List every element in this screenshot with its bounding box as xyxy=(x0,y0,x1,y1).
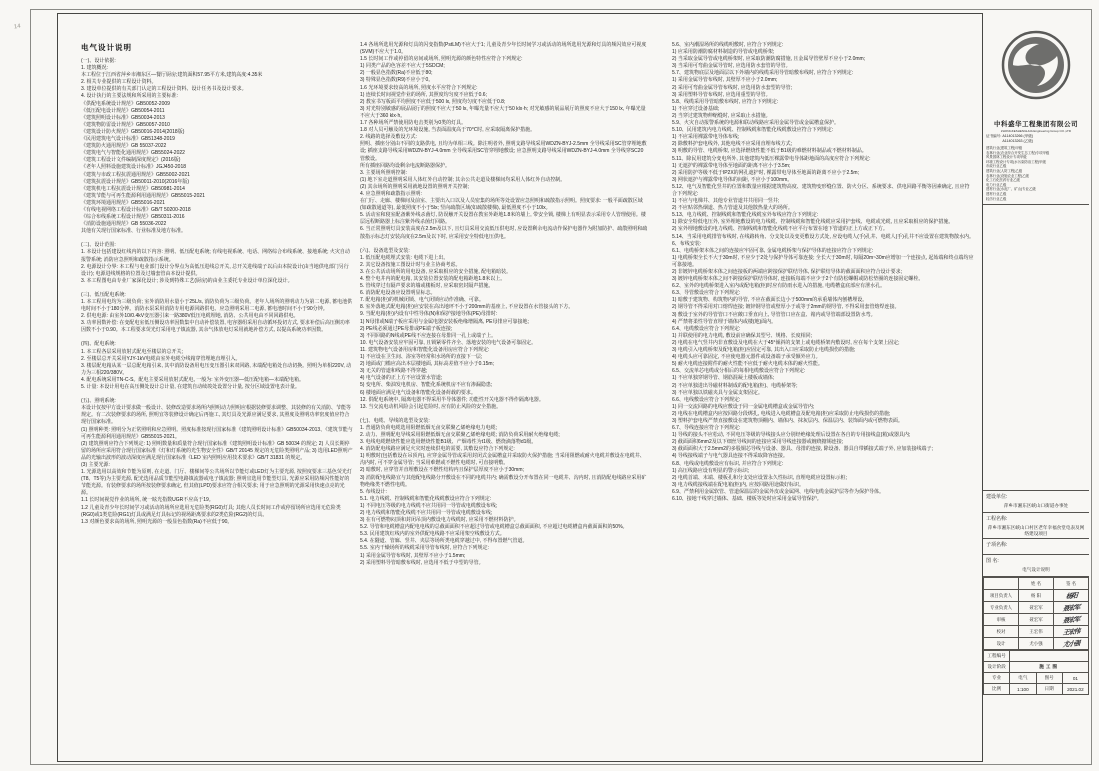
spec-text-line: 5.3. 民用建筑红线内的室外供配电线路不应采用架空线敷设方式。 xyxy=(360,531,505,538)
spec-text-line: 5. 计量: 本设计用电在高压侧处设计总计量, 在建筑自动续竣处设置分计量, 按分区域设置电表计量。 xyxy=(81,384,300,391)
spec-text-line: 3) 当采用可弯曲金属导管时, 应选用防水套管的导管。 xyxy=(672,63,791,70)
spec-text-line: 1) 并联使用的电力电缆, 敷设前应确保其型号、规格、长度相同; xyxy=(672,332,813,339)
spec-text-line: 9. 当配电箱(柜)内设有中性导体(N)和保护接地导体(PE)母排时: xyxy=(360,311,498,318)
spec-text-line xyxy=(81,334,353,341)
drawing-title-value: 电气设计说明 xyxy=(1022,567,1050,573)
spec-text-line xyxy=(360,241,648,248)
scale-value: 1:100 xyxy=(1010,684,1036,695)
spec-text-line: 1) 除安全特低电压外, 室外埋地敷设的电力线缆、控制线缆和智能化线缆应采用护套线、电缆或光缆, 且应采取相应的保护措施。 xyxy=(672,219,954,226)
spec-text-line: 12. 供配电系统中, 隔离电器不得采用半导体器件; 功能性开关电器不得作隔离电器。 xyxy=(360,396,544,403)
spec-text-line: (二)、设计范围: xyxy=(81,242,116,249)
spec-text-line: 1) 采用金属导管布线时, 其壁厚不应小于2.0mm; xyxy=(672,77,778,84)
spec-text-line: 《低压配电设计规范》GB50054-2011 xyxy=(81,107,165,114)
spec-text-line: 1) 应采用防潮防腐材料制造的导管或电缆桥架; xyxy=(672,49,775,56)
qualification-item: 建材行业(水泥厂、矿山)专业乙级 xyxy=(986,187,1036,192)
spec-text-line: 1. 光源选用以高效和节能为原则, 在走道、门厅、楼梯间等公共场所以节能灯或LED灯为主要光源, 按照度要求三基色荧光灯(T8、T5等)为主要光源, 配光选用品质节能型电路镇流器或电子镇流器; 照明宜选用节能型灯具, 光源应采用防频闪性能好的节能光源。有装修要求的场所按装修要求确定, 但其值(LPD)要求应符合相关要求; 用于应急照明的光源采用快速点亮的光源。 xyxy=(81,469,352,497)
spec-text-line: 6.1、电缆桥架本体之间的连接应牢固可靠, 金属电缆桥架与保护导体的连接应符合下列规定: xyxy=(672,247,874,254)
spec-text-line: 1) 连续长时间视觉作业的场所, 其照度均匀度不应低于0.6; xyxy=(360,91,487,98)
spec-text-line: (七)、电缆、导线的选型及安装: xyxy=(360,417,430,424)
spec-text-line: 3) 电缆引入电缆桥架及配电箱(柜)应固定可靠, 其出入口应采取防止电缆损伤的措施; xyxy=(672,347,856,354)
date-label: 日期 xyxy=(1036,684,1062,695)
cert-no-1: A114013266 (甲级) xyxy=(1002,134,1034,138)
spec-text-line xyxy=(81,391,353,398)
spec-text-line: (2) 建筑照明应符合下列规定: 1) 照明数量和质量符合现行国家标准《建筑照明设计标准》GB 50034 的规定; 2) 人员长期停留的场所应采用符合现行国家标准《灯和灯系统的光生物安全性》GB/T 20145 规定的无危险类照明产品; 3) 选用LED照明产品的光输出波形的波动深度应满足现行国家标准《LED 室内照明应用技术要求》GB/T 31831 的规定。 xyxy=(81,440,353,461)
spec-text-line: (1) 照明种类: 照明分为正常照明和应急照明。照度标准按现行国家标准《建筑照明设计标准》GB50034-2013、《建筑节能与可再生能源利用通用规范》GB55015-2021。 xyxy=(81,426,353,440)
qualification-item: 轻纺行业乙级 xyxy=(986,196,1007,201)
company-name: 中科盛华工程集团有限公司 xyxy=(994,121,1078,128)
qualification-item: 农林行业(农业综合开发生态工程)专项甲级 xyxy=(986,150,1050,155)
spec-text-line: 《建筑节能与可再生能源利用通用规范》GB55015-2021 xyxy=(81,192,205,199)
spec-text-line: 1) 不应设在卫生间、浴室等经常积水场所的直接下一层; xyxy=(360,354,483,361)
spec-text-line: 1) 不应采用裸露带电导体布线; xyxy=(672,134,740,141)
spec-text-line: (2) 其余场所的照明采用就地设置的照明开关控制; xyxy=(360,183,469,190)
spec-text-line: 在门厅、走廊、楼梯间及前室、主要出入口以及人员密集的场所等处设置应急照明和疏散指示照明。照度要求: 一般平面疏散区域(如疏散通道等), 最低照度不小于5lx; 竖向疏散区域(如疏散楼梯), 最低照度不小于10lx。 xyxy=(360,198,643,212)
spec-text-line: 《建筑电气与智能化通用规范》GB55024-2022 xyxy=(81,150,185,157)
spec-text-line: 1.2 儿童及青少年长时间学习或活动的场所应选用无危险类(RG0)灯具; 其他人员长时间工作或停留场所应选用无危险类(RG0)或1类危险(RG1)灯具或满足灯具标记的视场距离要求的2类危险(RG2)的灯具。 xyxy=(81,504,341,518)
spec-text-line: (一)、设计依据: xyxy=(81,58,116,64)
qualification-item: 建筑行业(人防工程)乙级 xyxy=(986,168,1023,173)
qualification-item: 农林行业(设施农业工程)乙级 xyxy=(986,173,1029,178)
spec-text-line: 6. 消防配电设备应设置明显标志。 xyxy=(360,290,436,297)
spec-text-line: 其他有关现行国家标准、行业标准及地方标准。 xyxy=(81,228,187,235)
spec-text-line: 2) 电缆首端、末端、楼板孔和分支处应设置永久性标识, 直埋电缆应设置标示桩; xyxy=(672,474,848,481)
spec-text-line: 4. 配电系统采用TN-C-S。配电主要采用放射式配电, 一般为: 室外变压器—低压配电箱—末端配电箱。 xyxy=(81,376,305,383)
spec-text-line: 2) 采用防护等级不低于IP2X的网孔遮护时, 裸露带电导体至地面的距离不应小于2.5m; xyxy=(672,169,859,176)
sign-role: 审核 xyxy=(984,614,1019,626)
cert-label: 证书编号: xyxy=(986,134,1002,138)
spec-text-line: 3) 电力线缆接线端在配电箱(柜)内, 应按回路用途做好标识。 xyxy=(672,481,804,488)
spec-text-line: 5.2. 导管和电缆槽盒内配电电线的总截面面积不应超过导管或电缆槽盒总截面面积, 不应超过电缆槽盒内截面面积的50%。 xyxy=(360,524,628,531)
spec-text-line: 《综合布线系统工程设计规范》GB50311-2016 xyxy=(81,214,185,221)
spec-text-line: 1) 不应与电梯井、其他专业管道井共用同一竖井; xyxy=(672,198,780,205)
spec-text-line xyxy=(360,411,648,418)
spec-text-line: 5.14、当采用电缆排管布线时, 在线路转角、分支处以及变更敷设方式处, 应设电缆人(手)孔井、电缆人(手)孔井不应设置在建筑物散水内。 xyxy=(672,233,974,240)
spec-text-line: 2) 教室书写板面平均照度不应低于500 lx, 照度均匀度不应低于0.8; xyxy=(360,98,506,105)
spec-text-line: 2) 当穿过建筑物伸缩缝时, 应采取止水措施。 xyxy=(672,112,771,119)
qualification-item: 化工石化医药行业乙级 xyxy=(986,178,1020,183)
spec-text-line: 照明、插座分别由不同的支路供电, 且均为单相三线。除注明者外, 照明支路导线采用WDZN-BYJ-2.5mm 全导线采用SC管穿埋地敷设; 插座支路导线采用WDZN-BYJ-4.0mm 全导线采用SC管穿埋地敷设; 应急照明支路导线采用WDZN-BYJ-4.0mm 全导线穿SC20管敷设。 xyxy=(360,141,647,162)
spec-text-line: 8. 室外落地式配电箱(柜)应安装在高出地坪不小于200mm的基座上, 不应设置在水管接头的下方。 xyxy=(360,304,574,311)
spec-text-line: 2) 不应贴邻热烟道、热力管道及其他散热量大的场所。 xyxy=(672,205,793,212)
spec-text-line: 11. 建筑物电气设备用房和智能化设备用房应符合下列规定: xyxy=(360,346,490,353)
spec-text-line: 3. 主要场所照明控制: xyxy=(360,169,407,176)
company-swirl-logo-icon xyxy=(999,28,1073,102)
spec-text-line: 本工程位于江西省萍乡市湘东区—餐厅厨房;建筑面积57.95平方米,建筑高度:4.35米 xyxy=(81,72,263,79)
title-block-bottom-table xyxy=(983,650,1089,695)
spec-text-line: 3. 功率因数补偿: 在变配电室低压侧设功率因数集中自动补偿装置, 电容器组采用自动循环投切方式, 要求补偿后高压侧功率因数不小于0.90。本工程要求荧光灯采用电子镇流器, 其余气体放电灯采用就地补偿方式, 以提高系统功率因数。 xyxy=(81,320,350,334)
date-value: 2021.02 xyxy=(1062,684,1088,695)
spec-text-line: 《消防设施通用规范》GB 55036-2022 xyxy=(81,221,167,228)
spec-text-line: (3) 主要光源: xyxy=(81,461,110,468)
owner-label: 建设单位: xyxy=(986,494,1008,501)
sheet-margin-mark: 14 xyxy=(13,23,22,31)
sign-corner-cell xyxy=(984,578,1019,590)
spec-text-line: 5.1. 电力线缆、控制线缆和智能化线缆敷设应符合下列规定: xyxy=(360,495,492,502)
spec-text-line: 2. 供电电源: 由室外10/0.4kV变压器引来一路380V低压电缆埋地, 消防、公共用电由不同回路供电。 xyxy=(81,313,299,320)
spec-text-line: 1. 本工程各层采用放射式配电至楼层的总开关; xyxy=(81,348,183,355)
sign-role: 专业负责人 xyxy=(984,602,1019,614)
spec-text-line: 6.8、电线或电缆敷设应有标识, 并应符合下列规定: xyxy=(672,460,784,467)
spec-column-2 xyxy=(360,42,648,567)
field-project-name xyxy=(983,513,1089,539)
spec-text-line: 5.10、民用建筑内电力线缆、控制线缆和智能化线缆敷设应符合下列规定: xyxy=(672,127,834,134)
spec-text-line: 《供配电系统设计规范》GB50052-2009 xyxy=(81,100,170,107)
cert-no-2: A114013263 (乙级) xyxy=(1002,139,1034,143)
spec-text-line: 2) 不应单独进出导磁材料制成的配电箱(柜)、电缆桥架等; xyxy=(672,382,798,389)
signature-scribble: 尤小强 xyxy=(1062,639,1080,650)
spec-text-line: 2) 截面面积6mm2及以下细丝导线间的连接应采用导线连接器或缠绕搪锡连接; xyxy=(672,439,844,446)
spec-text-line: 4. 设计执行的主要法规和所采用的主要标准: xyxy=(81,93,178,100)
spec-text-line: 6.9、严禁利用金属软管、管道保温层的金属外皮或金属网、电线电缆金属护层等作为保护导体。 xyxy=(672,488,884,495)
sign-signature-cell xyxy=(1054,614,1089,626)
spec-text-line: 4) 严禁将柔性导管直埋于墙体内或楼(地)面内。 xyxy=(672,318,777,325)
spec-text-line: 5. 管线穿过有隔声要求的墙或楼板时, 应采取密封隔声措施。 xyxy=(360,283,494,290)
major-label: 专业 xyxy=(984,673,1010,684)
spec-text-line: 1) 同类产品的色容差不应大于5SDCM; xyxy=(360,63,445,70)
sign-signature-cell xyxy=(1054,602,1089,614)
sheet-no-value: 01 xyxy=(1062,673,1088,684)
spec-text-line: 4. 消防配电线路应满足火灾时连续供电的需要, 其敷设应符合下列规定: xyxy=(360,446,515,453)
spec-text-line: 1.6 光环境要求较高的场所, 照度水平应符合下列规定: xyxy=(360,84,478,91)
field-drawing-title xyxy=(983,555,1089,577)
sign-name: 聂宏军 xyxy=(1019,602,1054,614)
spec-text-line: 4) 电气设备的正上方不应设置水管道; xyxy=(360,375,443,382)
spec-text-line: 1. 本设计包括建设红线内的以下内容: 照明、低压配电系统; 有线电视系统、电话、网络综合布线系统、接地系统; 火灾自动报警系统; 消防应急照明和疏散指示系统。 xyxy=(81,249,350,263)
spec-text-line: 3) 在有可燃物闷顶和封闭吊顶内敷设电力线缆时, 应采用不燃材料防护。 xyxy=(360,517,519,524)
spec-text-line: 4) 导线接线端子与电气器具连接不得采取降容连接。 xyxy=(672,453,788,460)
spec-text-line: 6.3、导管敷设应符合下列规定: xyxy=(672,290,741,297)
qualification-item: 风景园林工程设计专项甲级 xyxy=(986,155,1027,160)
sign-signature-cell xyxy=(1054,590,1089,602)
signature-scribble: 杨阳 xyxy=(1065,591,1077,601)
spec-text-line: 5.8、线缆采用导管暗敷布线时, 应符合下列规定: xyxy=(672,98,779,105)
spec-text-line xyxy=(81,235,353,242)
page-title: 电气设计说明 xyxy=(81,43,132,52)
spec-text-line: 1.3 对颜色要求高的场所, 照明光源的一般显色指数(Ra)不应低于90。 xyxy=(81,518,233,525)
qualification-item: 电力行业乙级 xyxy=(986,182,1007,187)
spec-text-line: 5) 变电所、柴油发电机房、智能化系统机房不应有渗漏隐患; xyxy=(360,382,493,389)
spec-text-line: 《建筑工程设计文件编制深度规定》(2016版) xyxy=(81,157,181,164)
spec-text-line: 3) 不应单独以铁磁夹具与金属支架固定。 xyxy=(672,389,763,396)
signature-scribble: 王宏伟 xyxy=(1062,627,1080,638)
drawing-title-label: 图 名: xyxy=(986,558,999,565)
spec-text-line: (五)、照明系统: xyxy=(81,398,116,405)
spec-text-line: 《民用建筑电气设计标准》GB51348-2019 xyxy=(81,136,175,143)
spec-text-line: 3) 对光特别敏感的展品展厅的照度不应大于50 lx, 年曝光量不应大于50 klx·h; 对光敏感的展品展厅的照度不应大于150 lx, 年曝光量不应大于360 klx·h。 xyxy=(360,105,646,119)
sign-signature-cell xyxy=(1054,638,1089,650)
spec-text-line: 6) 楼地面应满足电气设备和智能化设备荷载的要求。 xyxy=(360,389,476,396)
spec-text-line: 3. 在公共活动场所的用电设备, 应采取相应的安全措施, 配电箱暗装。 xyxy=(360,268,512,275)
spec-text-line: 1.1 长时间视觉作业的场所, 统一眩光指数UGR不应高于19。 xyxy=(81,497,214,504)
spec-text-line: 2. 动力、照明配电导线采用阻燃低烟无卤交联聚乙烯绝缘电缆; 消防负荷采用耐火绝缘电缆; xyxy=(360,431,560,438)
spec-text-line: 3) 塑料护套电线严禁直接敷设在建筑物顶棚内、墙体内、抹灰层内、保温层内、装饰面内或可燃物表面。 xyxy=(672,417,903,424)
spec-text-line: 5.9、火灾自动报警系统的电源和联动线路应采用金属导管或金属槽盒保护。 xyxy=(672,120,839,127)
spec-text-line: 本设计仅按甲方设计要求做一般设计、装修改造要求场所内照明动力照明应根据装修要求调整、其装修的有关消防、节能等规定。有二次装修要求的场所, 照明宜等装修设计确定后再施工, 其灯具及光源应满足要求, 其照度及照明功率密度值应符合现行国家标准。 xyxy=(81,405,352,426)
spec-text-line: 5.12、电气及智能化竖井的位置和数量应根据建筑物高度、建筑物变形缝位置、防火分区、系统要求、供电回路平衡等因素确定, 且应符合下列规定: xyxy=(672,183,970,197)
spec-text-line: 3) 消防配电线路宜与其他配电线路分开敷设在不同的电缆井内; 确需敷设分开布置在同一电缆井、沟内时, 且消防配电线路应采用矿物绝缘类不燃性电缆。 xyxy=(360,474,647,488)
spec-text-line: 1) 不应穿过设备基础; xyxy=(672,105,720,112)
stage-value: 施工图 xyxy=(1010,662,1089,673)
spec-text-line: 4) 电缆头应可靠固定, 不应使电器元器件或设备端子承受额外应力。 xyxy=(672,354,821,361)
spec-text-line: 2) 电力线缆和智能化线缆不应共用同一导管或电缆敷设布线; xyxy=(360,510,493,516)
spec-text-line: 2) 钢导管不得采用对口熔焊连接; 镀锌钢导管或壁厚小于或等于2mm的钢导管, 不得采用套管熔焊连接。 xyxy=(672,304,900,311)
spec-text-line: 6.6、电线敷设应符合下列规定: xyxy=(672,396,741,403)
spec-text-line: 《建筑抗震设计规范》GB50011-2010(2016年版) xyxy=(81,178,189,185)
spec-text-line: 5. 布线设计: xyxy=(360,488,387,495)
spec-text-line: 5.7、建筑物底层及地面层以下外墙内的线缆采用导管暗敷布线时, 应符合下列规定: xyxy=(672,70,854,77)
spec-text-line: 2) 当采取金属导管或电缆桥架时, 应采取防潮防腐措施, 且金属导管壁厚不应小于2.0mm; xyxy=(672,56,866,63)
spec-text-line: 2) 除敷料护套电线外, 其他电线不应采用直埋布线方式; xyxy=(672,141,793,148)
spec-text-line: 2. 其它设备按施工图设计时与业主协商考虑。 xyxy=(360,261,461,268)
spec-text-line: 1) N母排或N端子板应采用与金属电器安装板绝缘增隔离, PE母排应可靠接地; xyxy=(360,318,529,325)
spec-text-line: 1) 高压线路应设有明显的警示标识; xyxy=(672,467,750,474)
spec-text-line: 6.2、室外的电缆桥架进入室内或配电箱(柜)时应有防雨水进入的措施, 电缆槽盒底部应有泄水孔。 xyxy=(672,283,886,290)
spec-text-line: 2. 至楼层总开关采用YJY-1kV电缆由室外电缆分线箱穿管埋地直埋引入。 xyxy=(81,355,241,362)
title-block-empty-section xyxy=(983,205,1089,491)
spec-text-line: 3) 无关的管道和线路不得穿越; xyxy=(360,368,428,375)
spec-text-line: 1) 同一交流回路的电线应敷设于同一金属电缆槽盒或金属导管内; xyxy=(672,403,815,410)
spec-text-line: 2) PE线必须通过PE母排或PE端子板连接; xyxy=(360,325,453,332)
spec-text-line: 《建筑物防雷设计规范》GB50057-2010 xyxy=(81,121,170,128)
spec-text-line: 1. 本工程用电均为三级负荷; 室外消防用水量小于25L/s, 消防负荷为三级负荷。老年人场所的照明动力为第二电源, 蓄电池供电时间不小于180分钟。消防水泵采用消防专用电源回路供电、应急照明采用二电源, 蓄电池时间不小于90分钟。 xyxy=(81,299,353,313)
spec-text-line: 3. 电线电缆燃烧性能应选用燃烧性能B1级、产烟毒性为t1级、燃烧滴落物d1级。 xyxy=(360,439,537,446)
scale-label: 比例 xyxy=(984,684,1010,695)
spec-text-line: 《建筑防火通用规范》GB 55037-2022 xyxy=(81,143,167,150)
spec-text-line: 《建筑照明设计标准》GB50034-2013 xyxy=(81,114,165,121)
spec-text-line: 3) 不同回路的N线或PE线不应连接在母排同一孔上或端子上。 xyxy=(360,332,497,339)
sign-role: 项目负责人 xyxy=(984,590,1019,602)
subproject-label: 子项名称: xyxy=(986,542,1008,549)
spec-text-line: 3) 明敷的导管、电缆桥架, 应选择燃烧性能不低于B1级的难燃材料制品或不燃材料制品。 xyxy=(672,148,867,155)
spec-column-3 xyxy=(672,42,974,503)
spec-text-line: 1) 不同电压等级的电力线缆不应共用同一导管或电缆敷设布线; xyxy=(360,502,498,509)
spec-text-line: (四)、配电系统: xyxy=(81,341,116,348)
spec-text-line: 3. 楼层配电箱从某一层总配电箱引来, 其中消防设备用电压变压器引来双回路, 末端配电箱处自动切换。照明为单相220V, 动力为三相220/380V。 xyxy=(81,362,352,376)
qualification-item: 建筑行业(建筑工程)甲级 xyxy=(986,146,1023,150)
spec-text-line: 《有线电视网络工程设计标准》GB/T 50200-2018 xyxy=(81,206,191,213)
spec-text-line: 《建筑环境通用规范》GB55016-2021 xyxy=(81,199,165,206)
project-no-value xyxy=(1010,651,1089,662)
field-owner xyxy=(983,491,1089,513)
spec-text-line: 3) 敷设于室外的导管管口不应敞口垂直向上, 导管管口应在盒、箱内或导管端部设置防水弯。 xyxy=(672,311,876,318)
spec-text-line: 1.5 长时间工作或停留的房间或场所, 照明光源的颜色特性应符合下列规定: xyxy=(360,56,523,63)
project-name-label: 工程名称: xyxy=(986,516,1008,523)
spec-text-line: 《建筑机电工程抗震设计规范》GB50981-2014 xyxy=(81,185,185,192)
qualification-item: 市政行业乙级 xyxy=(986,164,1007,169)
spec-text-line: 1. 普通防负荷电缆选用阻燃低烟无卤交联聚乙烯绝缘电力电缆; xyxy=(360,424,497,431)
spec-text-line: 1.7 各种场所严禁使用防电击类别为0类的灯具。 xyxy=(360,120,467,127)
sign-signature-cell xyxy=(1054,626,1089,638)
spec-text-line: 5. 活动室和寝室配备紫外线杀菌灯, 防误触开关设置在教室外距地1.8米的墙上, 带安全锁, 楼梯上有明显表示采用专人管理使用。楼层远程断路器上标注紫外线杀菌灯回路。 xyxy=(360,212,646,226)
sign-name: 王宏伟 xyxy=(1019,626,1054,638)
spec-text-line: 5.11、除民用建筑分变电所外, 其他建筑内低压裸露带电导体距地面的高度应符合下列规定: xyxy=(672,155,871,162)
spec-text-line: 2) 采用塑料导管暗敷布线时, 应选用不低于中型的导管。 xyxy=(360,559,484,566)
signature-table xyxy=(983,577,1089,650)
spec-text-line: 4. 整个电井内的配电箱, 其安装位置安装的配电箱距地1.8米以上。 xyxy=(360,276,506,282)
spec-text-line: 3) 截面面积大于2.5mm2的多股铜芯导线与设备、器具、母排的连接, 除设备、器具自带插接式端子外, 应加装接线端子; xyxy=(672,446,933,453)
spec-text-line: 3. 本工程图电由专业厂家深化设计; 涉及到特殊工艺(厨房)的由业主委托专业设计单位深化设计。 xyxy=(81,277,293,284)
spec-text-line: 1) 导线的接头不应松动, 不同电压等级的导线接头应分别经绝缘处理后设置在各自的专用接线盒(箱)或器具内; xyxy=(672,432,911,439)
signature-scribble: 聂宏军 xyxy=(1062,603,1080,614)
spec-text-line: 3. 建设单位提供的有关部门认定的工程设计资料、设计任务书及设计要求。 xyxy=(81,86,247,93)
spec-text-line: 1) 明敷时(包括敷设在吊顶内), 应穿金属导管或采用封闭式金属槽盒并采取防火保护措施; 当采用阻燃或耐火电缆并敷设在电缆井、沟内时, 可不穿金属导管; 当采用难燃或不燃性电缆时, 可直接明敷。 xyxy=(360,453,645,467)
spec-text-line: 13. 当交流电动机风险会引起危险时, 应有防止风险的安全措施。 xyxy=(360,403,502,410)
spec-text-line: 2. 电源设计分界: 本工程与电业部门设计分界点为高低压进线总开关, 总开关进线端子以后由本院设计(由当地供电部门另行设计); 电源进线规格的位置及过墙套管由本设计提供。 xyxy=(81,263,349,277)
title-block xyxy=(982,13,1089,762)
spec-text-line: 6.7、导线连接应符合下列规定: xyxy=(672,425,741,432)
spec-text-line: 2) 暗敷时, 应穿管并直埋敷设在不燃性结构内且保护层厚度不应小于30mm; xyxy=(360,467,524,474)
spec-text-line: 6. 当正常照明灯具安装高度在2.5m及以下, 且灯具采用交流低压供电时, 应设置剩余电流动作保护电器作为附加防护、疏散照明和疏散指示标志灯安装高度在2.5m及以下时, 应采用安全特低电压供电。 xyxy=(360,226,648,240)
spec-text-line: 6.10、接地干线穿过墙体、基础、楼板等处时应采用金属导管保护。 xyxy=(672,496,822,502)
project-no-label: 工程编号 xyxy=(984,651,1010,662)
certificate-numbers xyxy=(983,133,1089,144)
sheet-no-label: 图号 xyxy=(1036,673,1062,684)
major-value: 电气 xyxy=(1010,673,1036,684)
spec-text-line: 1) 采用金属导管布线时, 其壁厚不应小于1.5mm; xyxy=(360,552,466,559)
spec-text-line: 2. 线路的选择及敷设方式: xyxy=(360,134,417,141)
spec-text-line: 2) 电缆在电气竖井内非直敷设及电缆在大于45°倾斜的支架上或电缆桥架内敷设时, 应在每个支架上固定; xyxy=(672,339,900,346)
spec-text-line: 3) 镀锌电缆桥架本体之间不跨接保护联结导体时, 连接板每端不应少于2个有防松螺帽或防松垫圈的连接固定螺栓。 xyxy=(672,276,924,283)
spec-text-line: 6.4、电缆敷设应符合下列规定: xyxy=(672,325,741,332)
spec-text-line: 《建筑设计防火规范》GB50016-2014(2018版) xyxy=(81,128,185,135)
stage-label: 设计阶段 xyxy=(984,662,1010,673)
spec-text-line: 1. 建筑概况: xyxy=(81,65,108,72)
spec-text-line: 1) 不应单独穿钢导管、钢筋混凝土楼板或墙体; xyxy=(672,375,775,382)
spec-text-line: 5.6、室内潮湿场所的线缆明敷时, 应符合下列规定: xyxy=(672,42,784,48)
owner-value: 萍乡市湘东区峡山口街道办事处 xyxy=(1003,503,1069,509)
spec-text-line: 所有插座回路均设剩余电流断路器保护。 xyxy=(360,162,451,169)
spec-text-line: (三)、低压配电系统: xyxy=(81,291,126,298)
sign-role: 校对 xyxy=(984,626,1019,638)
spec-text-line xyxy=(81,285,353,292)
spec-text-line: 10. 电气设备安装应牢固可靠, 且锁紧零件齐全、落地安装的电气设备可靠固定。 xyxy=(360,339,537,346)
spec-text-line: (1) 地下室走道照明采用人体红外自动控制; 其余公共走道及楼梯间均采用人体红外自动控制。 xyxy=(360,176,566,183)
spec-text-line: 1. 低压配电缆埋式安装: 电缆下进上出。 xyxy=(360,254,449,261)
spec-text-line: 6.5、交流单芯电缆或分相后的每相电缆敷设应符合下列规定: xyxy=(672,368,806,375)
project-name-value: 萍乡市湘东区峡山口村区老年幸福食堂电表及网络建设项目 xyxy=(987,525,1085,536)
sign-name: 杨 阳 xyxy=(1019,590,1054,602)
spec-text-line: 3) 网状遮护与裸露带电导体的间距, 不应小于100mm。 xyxy=(672,176,793,183)
qualification-item: 建材行业乙级 xyxy=(986,191,1007,196)
spec-text-line: (六)、设备选型及安装: xyxy=(360,247,410,254)
spec-text-line: 2) 室外埋地敷设的电力线缆、控制线缆和智能化线缆不应平行布置在地下管道的正上方或正下方。 xyxy=(672,226,888,233)
spec-text-line: 2) 非镀锌电缆桥架本体之间连接板的两端应跨接保护联结导体, 保护联结导体的截面面积应符合设计要求; xyxy=(672,269,903,275)
sign-col-sign: 签 名 xyxy=(1054,578,1089,590)
spec-text-line: 2) 一般显色指数(Ra)不应低于80; xyxy=(360,70,433,77)
sign-role: 设计 xyxy=(984,638,1019,650)
qualification-item: 环境工程设计专项(水污染防治工程)甲级 xyxy=(986,159,1046,164)
spec-text-line: 1) 电缆桥架全长不大于30m时, 不应少于2处与保护导体可靠连接; 全长大于30m时, 每隔20m~30m应增加一个连接点, 起始端和终点端均应可靠接地。 xyxy=(672,254,974,268)
spec-text-line: 7. 配电箱(柜)的机械闭锁、电气闭锁应动作准确、可靠。 xyxy=(360,297,484,304)
qualification-list xyxy=(983,144,1089,204)
spec-text-line: 《建筑与市政工程抗震通用规范》GB55002-2021 xyxy=(81,171,190,178)
spec-text-line: 1.4 各场所选用光源和灯具的闪变指数(PstLM)不应大于1; 儿童及青少年长时间学习或活动的场所选用光源和灯具的频闪效应可视度(SVM)不应大于1.0。 xyxy=(360,42,647,56)
spec-text-line: 5.4. 在隧道、管廊、竖井、夹层等场所类电缆穿越过中, 不得布置燃气管道。 xyxy=(360,538,528,545)
spec-column-1 xyxy=(81,58,353,526)
spec-text-line: 3) 采用塑料导管布线时, 应选用重型的导管。 xyxy=(672,91,771,98)
sign-name: 聂宏军 xyxy=(1019,614,1054,626)
spec-text-line: 4. 应急照明和疏散指示照明: xyxy=(360,190,422,197)
title-block-company-section xyxy=(983,13,1089,205)
spec-text-line: 2. 相关专业提供的工程设计资料。 xyxy=(81,79,157,86)
spec-text-line: 2) 电线在电缆槽盒内应按回路分段绑扎, 电线进入电缆槽盒及配电箱(柜)应采取防止电线损伤的措施; xyxy=(672,410,891,417)
spec-text-line: 1) 暗敷于建筑物、构筑物内的导管, 不应在截面长边小于500mm的承重墙体内刨槽埋设。 xyxy=(672,297,868,304)
sign-name: 尤小强 xyxy=(1019,638,1054,650)
sign-col-name: 姓 名 xyxy=(1019,578,1054,590)
spec-text-line: 5) 耐火电缆连接附件的耐火性能不应低于耐火电缆本体的耐火性能。 xyxy=(672,361,823,368)
spec-text-line: 《老年人照料设施建筑设计标准》JGJ450-2018 xyxy=(81,164,187,171)
spec-text-line: 1.8 对人员可触及的光环境设施, 当表面温度高于70℃时, 应采取隔离保护措施。 xyxy=(360,127,536,134)
field-subproject xyxy=(983,539,1089,555)
spec-text-line: 5.13、电力线缆、控制线缆和智能化线缆室外布线应符合下列规定: xyxy=(672,212,819,219)
spec-text-line: 6、布线安装: xyxy=(672,240,702,247)
spec-text-line: 5.5. 室内干燥场所的线缆采用导管布线时, 应符合下列规定: xyxy=(360,545,489,552)
spec-text-line: 1) 无遮护的裸露带电导体至地面的距离不应小于3.5m; xyxy=(672,162,791,169)
signature-scribble: 聂宏军 xyxy=(1062,615,1080,626)
spec-text-line: 2) 地面或门槛应高出本层楼地面, 其标高差值不应小于0.15m; xyxy=(360,361,494,368)
spec-text-line: 2) 采用可弯曲金属导管布线时, 应选用防水套型的导管; xyxy=(672,84,793,91)
spec-text-line: 3) 特殊显色指数(R9)不应小于0。 xyxy=(360,77,434,84)
company-name-en: ZHONGKESHENGHUA Engineering Group CO.,LTD xyxy=(1000,129,1072,133)
